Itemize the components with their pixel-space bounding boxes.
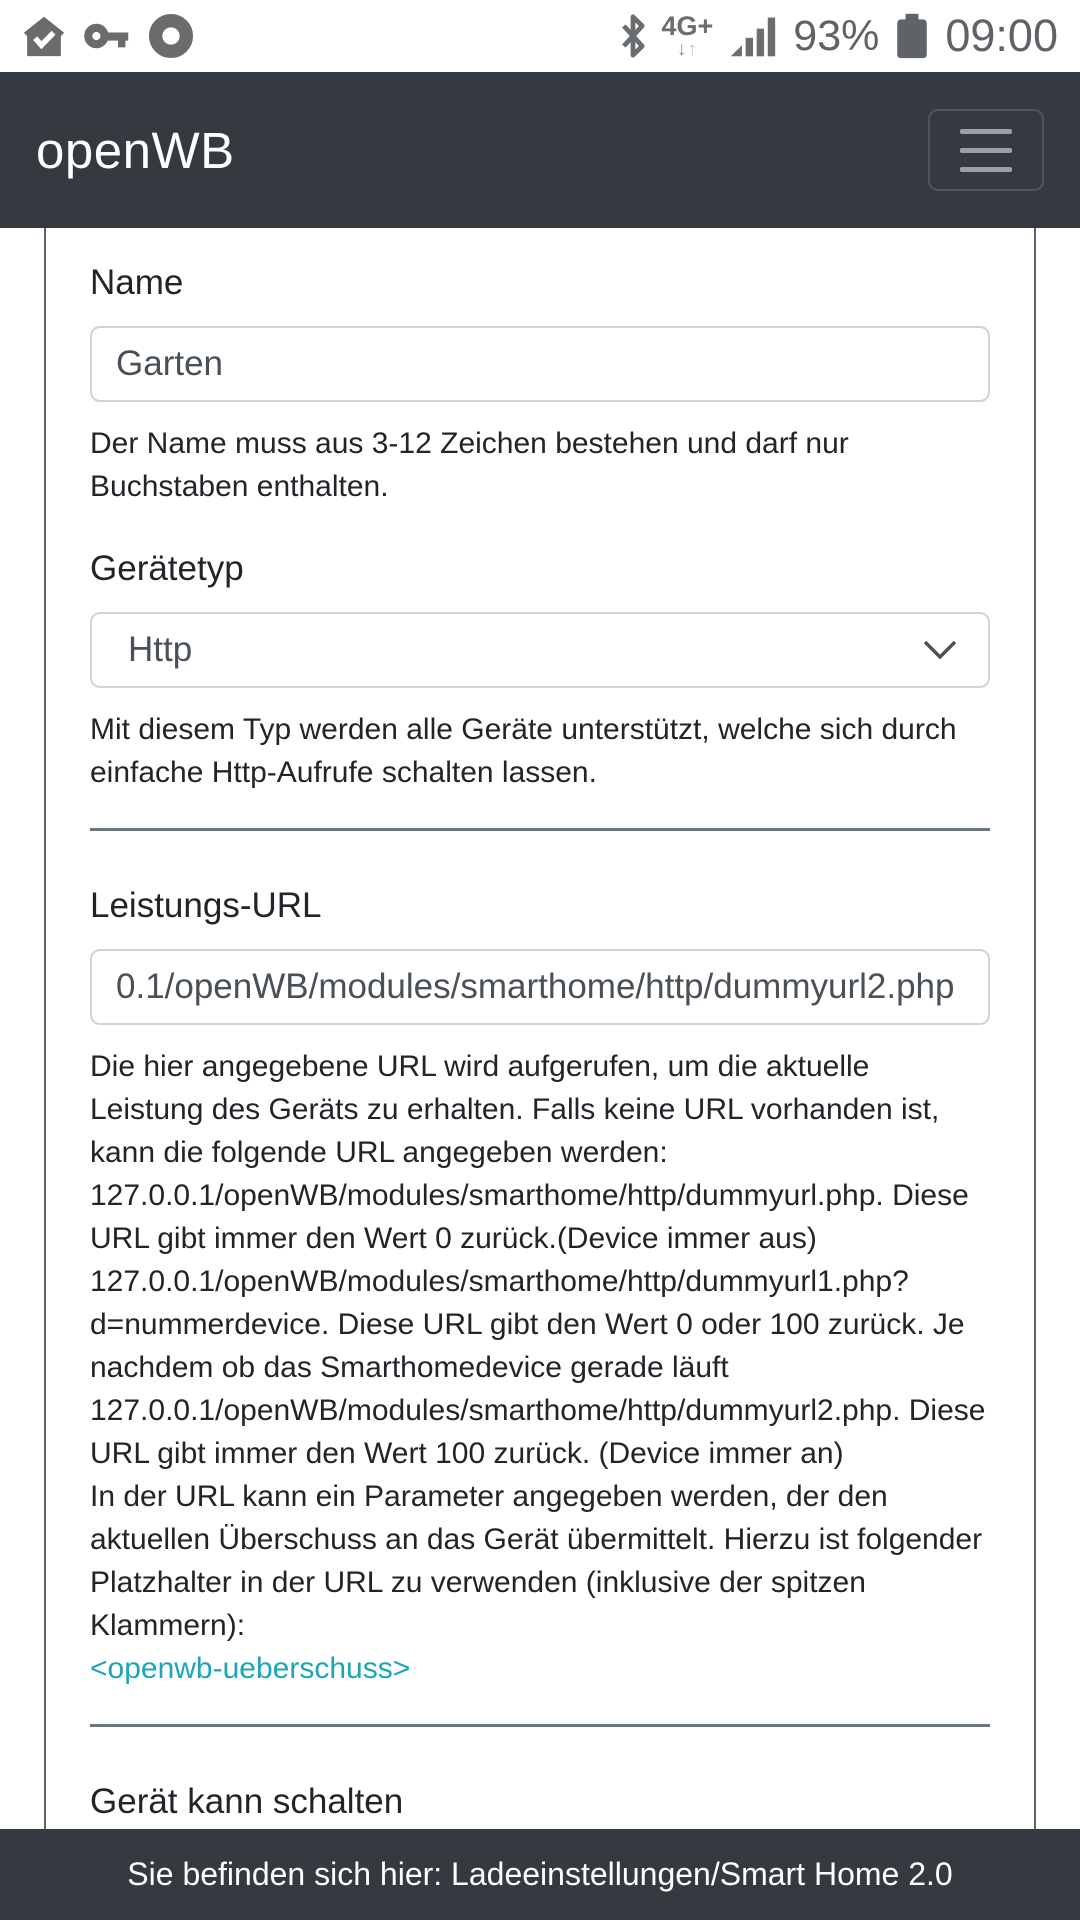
status-bar [0, 0, 1080, 72]
name-label: Name [90, 263, 184, 302]
name-help-text: Der Name muss aus 3-12 Zeichen bestehen und darf nur Buchstaben enthalten. [90, 427, 849, 503]
section-divider [90, 1724, 990, 1727]
power-url-help-text [90, 1045, 990, 1647]
help-text-segment: 127.0.0.1/openWB/modules/smarthome/http/dummyurl.php. Diese URL gibt immer den Wert 0 zurück.(Device immer aus) [90, 1179, 969, 1255]
status-bar-left [22, 13, 194, 59]
clock-label: 09:00 [945, 10, 1058, 61]
help-text-segment: In der URL kann ein Parameter angegeben werden, der den aktuellen Überschuss an das Gerät übermittelt. Hierzu ist folgender Platzhalter in der URL zu verwenden (inklusive der spitzen Klammern): [90, 1480, 983, 1642]
section-divider [90, 828, 990, 831]
mobile-network-indicator [662, 13, 714, 59]
status-bar-right [620, 10, 1059, 62]
hamburger-icon [960, 129, 1012, 172]
data-activity-arrows: ↓↑ [676, 39, 698, 60]
breadcrumb-footer [0, 1829, 1080, 1920]
home-check-icon [22, 14, 66, 58]
key-icon [84, 16, 130, 56]
hamburger-menu-button[interactable] [928, 109, 1044, 191]
app-title: openWB [36, 121, 235, 179]
smarthome-device-form [44, 228, 1036, 1829]
device-type-label: Gerätetyp [90, 549, 244, 588]
battery-percent-label: 93% [793, 11, 880, 60]
signal-strength-icon [729, 13, 777, 59]
network-type-label: 4G+ [661, 11, 714, 41]
help-text-segment: 127.0.0.1/openWB/modules/smarthome/http/dummyurl1.php?d=nummerdevice. Diese URL gibt den Wert 0 oder 100 zurück. Je nachdem ob das Smarthomedevice gerade läuft [90, 1265, 965, 1384]
chevron-down-icon [922, 639, 958, 661]
bluetooth-icon [620, 14, 646, 58]
app-header [0, 72, 1080, 228]
battery-icon [895, 12, 929, 60]
data-saver-ring-icon [148, 13, 194, 59]
help-text-segment: Die hier angegebene URL wird aufgerufen, um die aktuelle Leistung des Geräts zu erhalten. Falls keine URL vorhanden ist, kann die folgende URL angegeben werden: [90, 1050, 940, 1169]
device-type-selected-value: Http [128, 630, 193, 669]
breadcrumb: Sie befinden sich hier: Ladeeinstellungen/Smart Home 2.0 [127, 1856, 953, 1892]
power-url-label: Leistungs-URL [90, 886, 322, 925]
device-type-help-text: Mit diesem Typ werden alle Geräte unterstützt, welche sich durch einfache Http-Aufrufe schalten lassen. [90, 713, 957, 789]
help-text-segment: 127.0.0.1/openWB/modules/smarthome/http/dummyurl2.php. Diese URL gibt immer den Wert 100 zurück. (Device immer an) [90, 1394, 986, 1470]
device-type-select[interactable] [90, 612, 990, 688]
can-switch-label: Gerät kann schalten [90, 1782, 404, 1821]
overshoot-placeholder-link[interactable]: <openwb-ueberschuss> [90, 1652, 411, 1685]
power-url-input[interactable] [90, 949, 990, 1025]
name-input[interactable] [90, 326, 990, 402]
